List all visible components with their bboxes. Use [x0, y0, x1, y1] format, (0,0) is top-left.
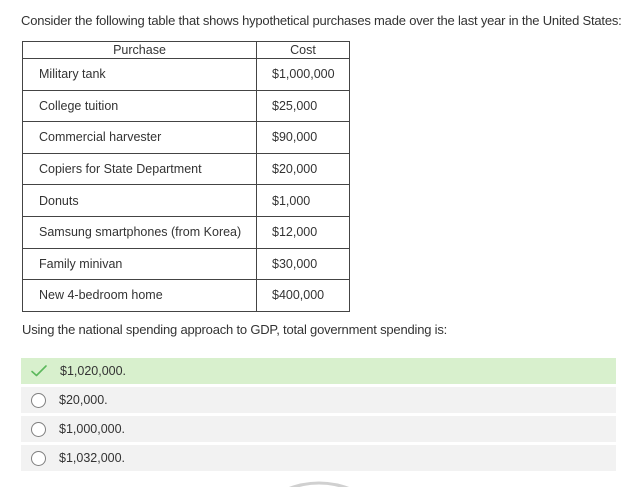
scroll-indicator-icon[interactable] [283, 480, 355, 487]
table-row [23, 280, 350, 312]
answer-options [21, 358, 616, 474]
purchase-cell: Commercial harvester [23, 122, 257, 154]
purchase-cell: Copiers for State Department [23, 153, 257, 185]
purchase-cell: Donuts [23, 185, 257, 217]
cost-cell: $25,000 [257, 90, 350, 122]
table-row [23, 122, 350, 154]
answer-option-4[interactable] [21, 445, 616, 471]
check-icon [30, 364, 48, 378]
question-text: Using the national spending approach to GDP, total government spending is: [22, 322, 448, 337]
column-header-cost: Cost [257, 42, 350, 59]
radio-button[interactable] [31, 451, 46, 466]
cost-cell: $1,000 [257, 185, 350, 217]
table-row [23, 248, 350, 280]
cost-cell: $30,000 [257, 248, 350, 280]
cost-cell: $20,000 [257, 153, 350, 185]
table-header-row [23, 42, 350, 59]
radio-button[interactable] [31, 422, 46, 437]
purchase-cell: New 4-bedroom home [23, 280, 257, 312]
answer-label: $1,032,000. [59, 451, 126, 465]
answer-label: $1,020,000. [60, 364, 127, 378]
answer-option-2[interactable] [21, 387, 616, 413]
table-row [23, 185, 350, 217]
cost-cell: $1,000,000 [257, 59, 350, 91]
cost-cell: $12,000 [257, 216, 350, 248]
purchases-table [22, 41, 350, 312]
answer-label: $20,000. [59, 393, 108, 407]
answer-label: $1,000,000. [59, 422, 126, 436]
purchase-cell: Family minivan [23, 248, 257, 280]
purchase-cell: College tuition [23, 90, 257, 122]
answer-option-1[interactable] [21, 358, 616, 384]
purchase-cell: Samsung smartphones (from Korea) [23, 216, 257, 248]
cost-cell: $400,000 [257, 280, 350, 312]
answer-option-3[interactable] [21, 416, 616, 442]
column-header-purchase: Purchase [23, 42, 257, 59]
cost-cell: $90,000 [257, 122, 350, 154]
table-row [23, 90, 350, 122]
radio-button[interactable] [31, 393, 46, 408]
purchase-cell: Military tank [23, 59, 257, 91]
intro-text: Consider the following table that shows hypothetical purchases made over the last year in the United States: [21, 13, 622, 28]
table-row [23, 59, 350, 91]
table-row [23, 216, 350, 248]
table-row [23, 153, 350, 185]
